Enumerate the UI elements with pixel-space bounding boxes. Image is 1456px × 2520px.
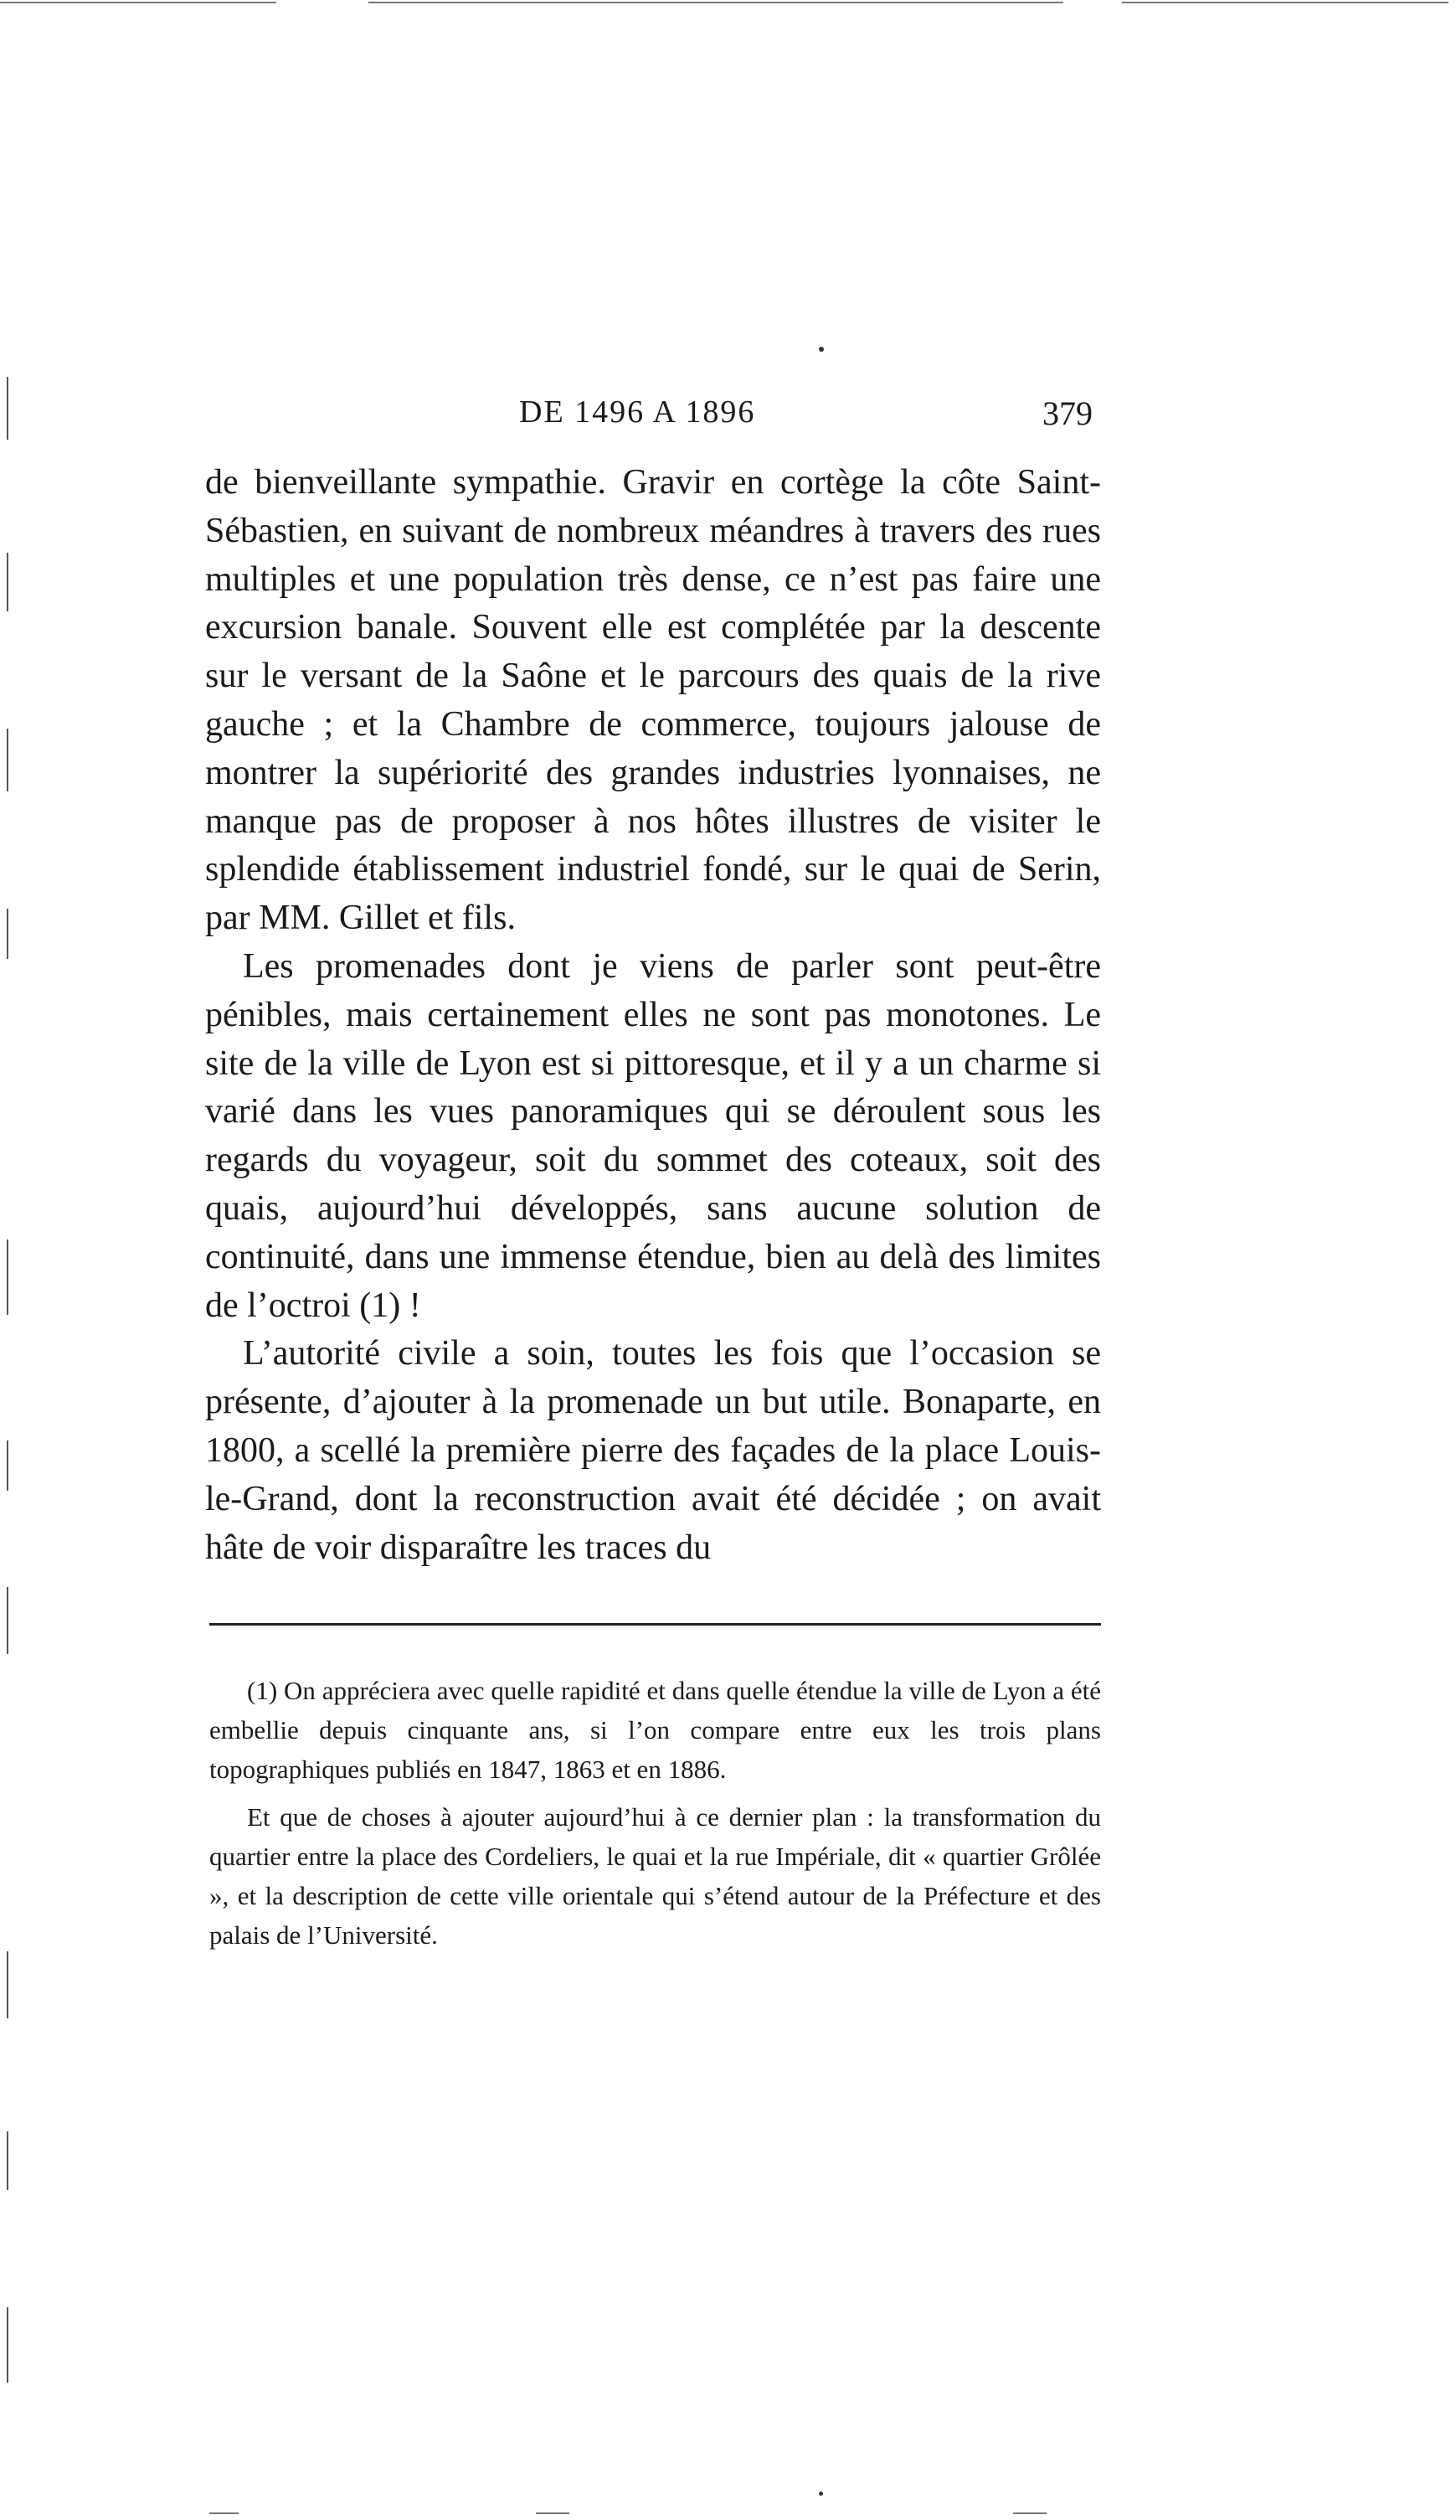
scan-edge-line [7,1587,8,1654]
scan-edge-line [7,1951,8,2018]
body-text [205,459,1101,1572]
scan-edge-line [7,729,8,791]
scan-top-rule [368,2,1063,3]
footnote: (1) On appréciera avec quelle rapidité et dans quelle étendue la ville de Lyon a été embellie depuis cinquante ans, si l’on compare entre eux les trois plans topographiques publiés en 1847, 1863 et en 1886. [209,1676,1101,1784]
scan-edge-line [7,1239,8,1315]
scan-top-rule [1122,2,1448,3]
scan-speck [819,347,824,352]
scan-bottom-rule [1013,2512,1047,2514]
page-number: 379 [1042,394,1093,432]
scan-edge-line [7,909,8,959]
scan-edge-line [7,377,8,440]
scan-bottom-rule [209,2512,239,2514]
footnote: Et que de choses à ajouter aujourd’hui à ce dernier plan : la transformation du quartier entre la place des Cordeliers, le quai et la rue Impériale, dit « quartier Grôlée », et la description de cette ville orientale qui s’étend autour de la Préfecture et des palais de l’Université. [209,1802,1101,1950]
paragraph: de bienveillante sympathie. Gravir en cortège la côte Saint-Sébastien, en suivant de nombreux méandres à travers des rues multiples et une population très dense, ce n’est pas faire une excursion banale. Souvent elle est complétée par la descente sur le versant de la Saône et le parcours des quais de la rive gauche ; et la Chambre de commerce, toujours jalouse de montrer la supériorité des grandes industries lyonnaises, ne manque pas de proposer à nos hôtes illustres de visiter le splendide établissement industriel fondé, sur le quai de Serin, par MM. Gillet et fils. [205,463,1101,938]
scan-edge-line [7,1440,8,1491]
footnote-rule [209,1623,1101,1626]
footnotes [209,1671,1101,1963]
scan-top-rule [0,2,276,3]
paragraph: Les promenades dont je viens de parler sont peut-être pénibles, mais certainement elles ne sont pas monotones. Le site de la ville de Lyon est si pittoresque, et il y a un charme si varié dans les vues panoramiques qui se déroulent sous les regards du voyageur, soit du sommet des coteaux, soit des quais, aujourd’hui développés, sans aucune solution de continuité, dans une immense étendue, bien au delà des limites de l’octroi (1) ! [205,946,1101,1325]
scan-speck [819,2492,823,2496]
scan-bottom-rule [536,2512,569,2514]
scan-edge-line [7,2131,8,2190]
scan-edge-line [7,2307,8,2383]
scan-edge-line [7,553,8,611]
running-head: DE 1496 A 1896 [519,394,756,430]
paragraph: L’autorité civile a soin, toutes les fois que l’occasion se présente, d’ajouter à la promenade un but utile. Bonaparte, en 1800, a scellé la première pierre des façades de la place Louis-le-Grand, dont la reconstruction avait été décidée ; on avait hâte de voir disparaître les traces du [205,1334,1101,1567]
page-header [205,394,1101,444]
